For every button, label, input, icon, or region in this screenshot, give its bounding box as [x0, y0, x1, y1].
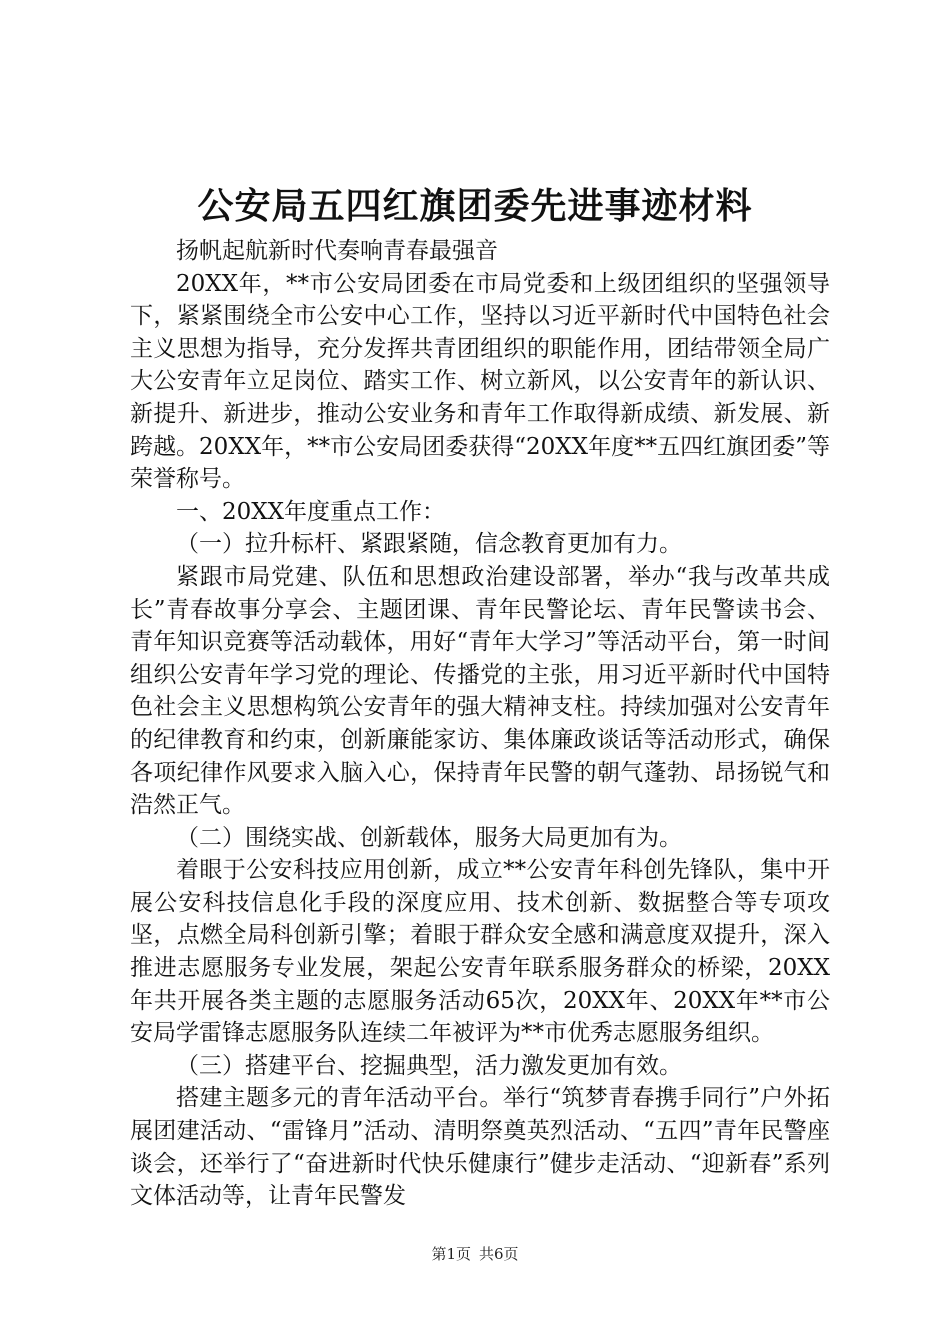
body-paragraph: 搭建主题多元的青年活动平台。举行“筑梦青春携手同行”户外拓展团建活动、“雷锋月”活动、清明祭奠英烈活动、“五四”青年民警座谈会，还举行了“奋进新时代快乐健康行”健步走活动、“迎新春”系列文体活动等，让青年民警发 [130, 1085, 830, 1210]
page-footer [0, 1244, 950, 1264]
section-heading: 一、20XX年度重点工作： [176, 498, 446, 525]
page-number: 第1页 [431, 1245, 471, 1263]
body-paragraph: 20XX年，**市公安局团委在市局党委和上级团组织的坚强领导下，紧紧围绕全市公安中心工作，坚持以习近平新时代中国特色社会主义思想为指导，充分发挥共青团组织的职能作用，团结带领全局广大公安青年立足岗位、踏实工作、树立新风，以公安青年的新认识、新提升、新进步，推动公安业务和青年工作取得新成绩、新发展、新跨越。20XX年，**市公安局团委获得“20XX年度**五四红旗团委”等荣誉称号。 [130, 270, 830, 493]
page-total: 共6页 [479, 1245, 519, 1263]
body-paragraph: 着眼于公安科技应用创新，成立**公安青年科创先锋队，集中开展公安科技信息化手段的深度应用、技术创新、数据整合等专项攻坚，点燃全局科创新引擎；着眼于群众安全感和满意度双提升，深入推进志愿服务专业发展，架起公安青年联系服务群众的桥梁，20XX年共开展各类主题的志愿服务活动65次，20XX年、20XX年**市公安局学雷锋志愿服务队连续二年被评为**市优秀志愿服务组织。 [130, 857, 830, 1047]
document-title: 公安局五四红旗团委先进事迹材料 [197, 185, 753, 227]
document-body [130, 235, 830, 1213]
subsection-heading: （二）围绕实战、创新载体，服务大局更加有为。 [176, 824, 682, 851]
subsection-heading: （三）搭建平台、挖掘典型，活力激发更加有效。 [176, 1052, 682, 1079]
subtitle-paragraph: 扬帆起航新时代奏响青春最强音 [176, 238, 498, 264]
body-paragraph: 紧跟市局党建、队伍和思想政治建设部署，举办“我与改革共成长”青春故事分享会、主题团课、青年民警论坛、青年民警读书会、青年知识竞赛等活动载体，用好“青年大学习”等活动平台，第一时间组织公安青年学习党的理论、传播党的主张，用习近平新时代中国特色社会主义思想构筑公安青年的强大精神支柱。持续加强对公安青年的纪律教育和约束，创新廉能家访、集体廉政谈话等活动形式，确保各项纪律作风要求入脑入心，保持青年民警的朝气蓬勃、昂扬锐气和浩然正气。 [130, 563, 830, 819]
subsection-heading: （一）拉升标杆、紧跟紧随，信念教育更加有力。 [176, 531, 682, 558]
